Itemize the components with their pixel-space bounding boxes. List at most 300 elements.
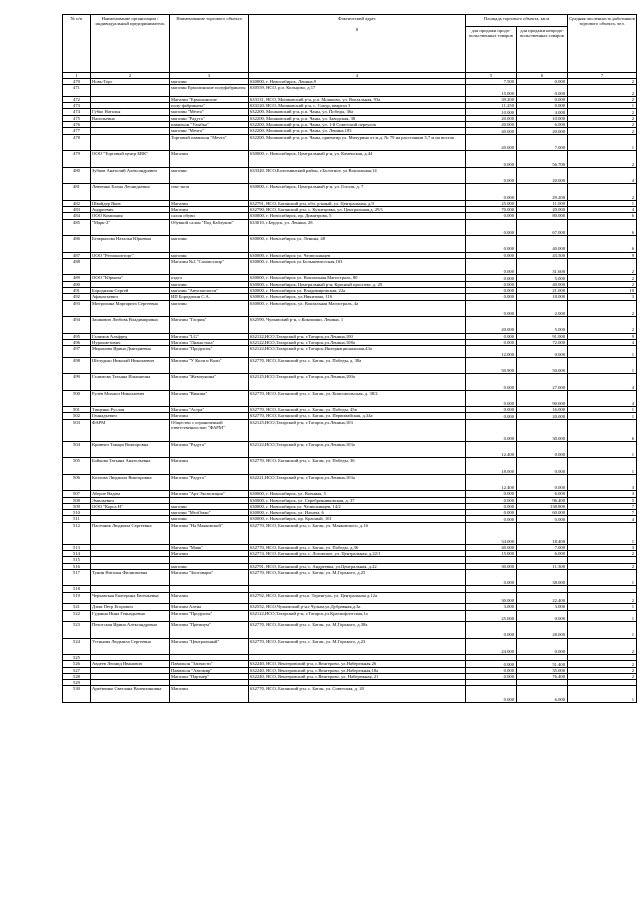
area-food: 0.000 [466,258,517,275]
table-row [63,317,637,334]
organization-name: "Марк-2" [91,219,170,236]
object-name: Магазин [170,592,249,604]
area-nonfood: 51.400 [517,661,568,667]
employee-count: 2 [568,638,637,655]
header-employees: Средняя численность работников торгового объекта, чел. [568,15,637,73]
row-number: 470 [63,79,91,85]
address: 632791, НСО, Баганский р-н, обл. р-нный, ул. Центральная, д.9 [249,200,466,206]
area-food: 12.000 [466,346,517,358]
area-nonfood: 0.000 [517,96,568,102]
object-name: магазин Ермолинские полуфабрикаты [170,85,249,97]
employee-count: 2 [568,122,637,128]
employee-count: 1 [568,407,637,413]
object-name: Магазин "Викома" [170,390,249,407]
area-nonfood: 11.000 [517,200,568,206]
area-food: 0.000 [466,661,517,667]
organization-name: Тищенко Руслан [91,407,170,413]
address: 632770, НСО, Баганский р-н, с. Баган, ул. Комсомольская, д. 38/2 [249,390,466,407]
area-food: 0.000 [466,413,517,419]
object-name: Магазин Алена [170,604,249,610]
object-name: магазин "Радуга" [170,115,249,121]
area-food: 15.000 [466,85,517,97]
object-name: Магазин "Радуга" [170,441,249,458]
organization-name: Левченко Елена Леонидьевна [91,184,170,201]
address: 632240, НСО, Венгеровский р-н, с.Венгерово, ул.Набережная,18а [249,667,466,673]
address: 632200, Мошковский р-н, р.п. Чаны, ориентир ул. Мичурина от ж.д. № 79 на расстоянии 5,7 м на восток [249,134,466,151]
address: 632791, НСО, Баганский р-н, с. Андреевка, ул.Центральная, д.22 [249,563,466,569]
row-number: 471 [63,85,91,97]
address: 633120, НСО, Мошковский р-н, с. Сокур, квартал 3 [249,103,466,109]
area-nonfood: 40.000 [517,236,568,253]
row-number: 500 [63,390,91,407]
area-nonfood: 21.000 [517,287,568,293]
area-nonfood: 0.000 [517,516,568,522]
row-number: 492 [63,294,91,300]
row-number: 521 [63,604,91,610]
area-food: 20.000 [466,134,517,151]
object-name: Магазин "Продукты" [170,610,249,622]
area-nonfood: 20.000 [517,128,568,134]
address: 630000, г. Новосибирск, Ленина,9 [249,79,466,85]
object-name: Магазин "Лиана тока" [170,339,249,345]
organization-name: Гуданна Нина Геннадьевна [91,610,170,622]
area-food: 12.400 [466,474,517,491]
employee-count: 1 [568,357,637,374]
organization-name: Авдеев Леонид Иванович [91,661,170,667]
row-number: 519 [63,592,91,604]
object-name: Магазин "Арт Экспозиция" [170,491,249,497]
object-name: Магазин [170,458,249,475]
row-number: 514 [63,551,91,557]
area-nonfood: 90.000 [517,390,568,407]
organization-name: Черкавская Екатерина Евгеньевна [91,592,170,604]
row-number: 472 [63,96,91,102]
area-food: 0.000 [466,339,517,345]
employee-count: 4 [568,339,637,345]
row-number: 512 [63,522,91,544]
organization-name: Устинова Людмила Сергеевна [91,638,170,655]
organization-name: Безкрылова Наталья Юрьевна [91,236,170,253]
employee-count: 2 [568,151,637,168]
employee-count: 1 [568,441,637,458]
table-row [63,184,637,201]
area-nonfood: 0.000 [517,458,568,475]
organization-name: Бородихин Сергей [91,287,170,293]
object-name: Магазин [170,551,249,557]
area-food: 0.000 [466,219,517,236]
row-number: 481 [63,184,91,201]
area-food: 0.000 [466,333,517,339]
area-nonfood: 38.000 [517,569,568,586]
row-number: 489 [63,275,91,281]
address: 632122,НСО,Татарский р-н, г.Татарск,Интернациональная,43а [249,346,466,358]
employee-count: 1 [568,103,637,109]
organization-name: Эмильевич [91,497,170,503]
object-name: магазин "Автозапчасти" [170,287,249,293]
row-number: 495 [63,333,91,339]
area-nonfood: 22.400 [517,592,568,604]
employee-count: 2 [568,563,637,569]
organization-name: Миронова Ирина Дмитриевна [91,346,170,358]
area-nonfood: 20.000 [517,167,568,184]
address: 630000, г. Новосибирск ул. Владимировская, 22а [249,287,466,293]
area-nonfood: 2.000 [517,300,568,317]
address: 630000, г. Новосибирск, пр. Димитрова, 5 [249,213,466,219]
column-number: 5 [466,73,517,79]
object-name: Магазин "Партнёр" [170,673,249,679]
object-name: Магазин "Астра" [170,407,249,413]
row-number: 503 [63,419,91,441]
address: 630559, НСО, р.п. Кольцово, д.17 [249,85,466,97]
area-food: 11.250 [466,103,517,109]
table-row [63,474,637,491]
area-nonfood: 72.000 [517,339,568,345]
address: 630000, г. Новосибирск ул. Вокзальная Магистраль, 80 [249,275,466,281]
address: 630000, г. Новосибирск, ул. Военная, 5 [249,491,466,497]
address: 633131, НСО, Мошковский р-н, р.п. Мошково, ул. Вокзальная, 93а [249,96,466,102]
object-name: магазин "МелОман" [170,510,249,516]
table-row [63,686,637,703]
organization-name: Геннадьевич [91,413,170,419]
row-number: 529 [63,680,91,686]
area-nonfood: 7.000 [517,134,568,151]
employee-count: 2 [568,184,637,201]
employee-count: 1 [568,413,637,419]
area-food: 10.000 [466,109,517,115]
column-number: 2 [91,73,170,79]
organization-name: Губко Наталья [91,109,170,115]
area-food: 20.000 [466,115,517,121]
employee-count: 1 [568,604,637,610]
area-food: 3.000 [466,604,517,610]
row-number: 474 [63,109,91,115]
object-name: магазин [170,563,249,569]
organization-name: Васильевна [91,115,170,121]
address: 630000, г. Новосибирск ул. Челюскинцев, 14/2 [249,503,466,509]
organization-name [91,258,170,275]
area-nonfood: 6.000 [517,686,568,703]
table-row [63,622,637,639]
area-food: 30.000 [466,592,517,604]
object-name: салон обуви [170,213,249,219]
area-food: 0.000 [466,374,517,391]
object-name: павильон "Улыбка" [170,122,249,128]
area-food: 0.000 [466,503,517,509]
address: 633340, НСО,Болотнинский район, г.Болотное, ул.Вокзальная,14 [249,167,466,184]
row-number: 486 [63,236,91,253]
area-food: 39.200 [466,96,517,102]
organization-name: Галимова Татьяна Ильинична [91,374,170,391]
area-food: 0.000 [466,252,517,258]
object-name: магазин "Мечта" [170,128,249,134]
area-nonfood: 20.000 [517,206,568,212]
table-row [63,219,637,236]
header-area: Площадь торгового объекта, кв.м [466,15,568,27]
object-name: отдел [170,275,249,281]
area-nonfood: 0.000 [517,79,568,85]
object-name: Магазин "Жемчужина" [170,374,249,391]
row-number: 527 [63,667,91,673]
document-page [62,14,636,703]
row-number: 502 [63,413,91,419]
row-number: 525 [63,655,91,661]
row-number: 496 [63,339,91,345]
employee-count: 2 [568,551,637,557]
column-number: 1 [63,73,91,79]
employee-count: 2 [568,115,637,121]
area-nonfood: 138.800 [517,503,568,509]
employee-count: 3 [568,544,637,550]
object-name: Магазин "LG" [170,333,249,339]
organization-name: Козлова Людмила Викторовна [91,474,170,491]
object-name: магазин [170,167,249,184]
row-number: 511 [63,516,91,522]
address: 632240, НСО, Венгеровский р-н, с.Венгерово, ул. Набережная, 21 [249,673,466,679]
employee-count: 2 [568,592,637,604]
row-number: 497 [63,346,91,358]
area-nonfood: 43.500 [517,252,568,258]
address: 630000, г. Новосибирск, ул. Вокзальная Магистраль, 4а [249,300,466,317]
employee-count: 7 [568,503,637,509]
organization-name: Андреевич [91,206,170,212]
area-nonfood: 5.000 [517,317,568,334]
area-food: 20.000 [466,122,517,128]
table-row [63,300,637,317]
area-nonfood: 16.000 [517,407,568,413]
table-row [63,419,637,441]
address: 632770, НСО, Баганский р-н, с. Баган, ул. М.Горького, д.23 [249,638,466,655]
address: 630000, г. Новосибирск ул. Ленина, 48 [249,236,466,253]
address: 632770, НСО, Баганский р-н, с. Баган, ул. Победы, д.36 [249,544,466,550]
row-number: 483 [63,206,91,212]
organization-name: Тунин Наталья Филипповна [91,569,170,586]
employee-count: 2 [568,109,637,115]
header-address [249,15,466,73]
object-name: Магазин [170,151,249,168]
area-nonfood: 96.400 [517,497,568,503]
area-nonfood: 18.000 [517,294,568,300]
area-food: 0.000 [466,151,517,168]
employee-count: 2 [568,673,637,679]
address: 632770, НСО, Баганский р-н, с. Баган, ул. М.Горького, д.38а [249,622,466,639]
employee-count: 2 [568,661,637,667]
area-food: 0.000 [466,516,517,522]
area-nonfood: 29.200 [517,184,568,201]
area-nonfood: 27.000 [517,374,568,391]
area-nonfood: 7.000 [517,544,568,550]
area-food: 0.000 [466,236,517,253]
address: 630000, г. Новосибирск ул.Большевистская,103 [249,258,466,275]
employee-count: 2 [568,128,637,134]
employee-count: 4 [568,516,637,522]
employee-count: 6 [568,419,637,441]
area-nonfood: 31.600 [517,258,568,275]
table-row [63,569,637,586]
address: 630000, г. Новосибирск ул. Челюскинцев [249,252,466,258]
area-nonfood: 0.000 [517,85,568,97]
employee-count: 3 [568,474,637,491]
table-row [63,638,637,655]
address: 632200, Мошковский р-н, р.п. Чаны, ул. Ленина,185 [249,128,466,134]
employee-count: 2 [568,300,637,317]
area-nonfood: 0.000 [517,610,568,622]
area-food: 20.000 [466,317,517,334]
area-nonfood: 60.000 [517,510,568,516]
object-name: магазин [170,79,249,85]
row-number: 493 [63,300,91,317]
address: 632200, Мошковский р-н, р.п. Чаны, ул. Заводская, 38 [249,115,466,121]
address: 632770, НСО, Баганский р-н, с. Баган, ул. Победы, д. 38а [249,357,466,374]
row-number: 487 [63,252,91,258]
header-num: № п/п [63,15,91,73]
object-name: магазин [170,503,249,509]
area-nonfood: 6.000 [517,491,568,497]
row-number: 518 [63,586,91,592]
area-food: 70.000 [466,206,517,212]
address: 632200, Мошковский р-н, р.п. Чаны, ул. Победы, 36а [249,109,466,115]
row-number: 524 [63,638,91,655]
header-area-nonfood: для продажи непродо- вольственных товаров [517,27,568,73]
object-name: Магазин [170,413,249,419]
employee-count: 9 [568,252,637,258]
organization-name: Пасечник Людмила Сергеевна [91,522,170,544]
row-number: 478 [63,134,91,151]
object-name: Магазин "Продукты" [170,346,249,358]
object-name: Магазин "На Маяковской" [170,522,249,544]
employee-count: 6 [568,213,637,219]
address: 632774, НСО, Баганский р-н, с. Лозовское, ул. Центральная, д.22/1 [249,551,466,557]
address: 630000, г. Новосибирск, Центральный р-н, ул. Гоголя, д. 7 [249,184,466,201]
address: 630000, г. Новосибирск, ул. Ильича, 6 [249,510,466,516]
organization-name: Дзим Петр Егорович [91,604,170,610]
table-row [63,134,637,151]
object-name: Торговый павильон "Мечта" [170,134,249,151]
table-row [63,85,637,97]
employee-count: 6 [568,236,637,253]
employee-count: 2 [568,96,637,102]
area-food: 0.000 [466,294,517,300]
area-food: 18.000 [466,458,517,475]
address: 630000, г. Новосибирск, Центральный р-н, Красный проспект, д. 29 [249,281,466,287]
employee-count: 3 [568,491,637,497]
area-nonfood: 80.000 [517,213,568,219]
area-nonfood: 0.000 [517,638,568,655]
employee-count: 1 [568,569,637,586]
address: 633010, г.Бердск, ул. Ленина, 28 [249,219,466,236]
object-name: секс-шоп [170,184,249,201]
row-number: 476 [63,122,91,128]
header-address-sub: 8 [355,27,359,33]
organization-name: Артёменко Светлана Валентиновна [91,686,170,703]
table-row [63,522,637,544]
table-row [63,390,637,407]
row-number: 510 [63,510,91,516]
organization-name: Нурахметович [91,339,170,345]
row-number: 475 [63,115,91,121]
area-food: 0.000 [466,686,517,703]
area-nonfood: 30.000 [517,419,568,441]
table-row [63,167,637,184]
area-food: 12.400 [466,441,517,458]
area-food: 0.000 [466,667,517,673]
row-number: 494 [63,317,91,334]
area-nonfood: 6.000 [517,122,568,128]
area-food: 40.000 [466,128,517,134]
object-name: Обувной салон "Под Каблуком" [170,219,249,236]
object-name: магазин [170,516,249,522]
row-number: 530 [63,686,91,703]
employee-count: 1 [568,458,637,475]
row-number: 504 [63,441,91,458]
organization-name [91,134,170,151]
area-nonfood: 6.000 [517,551,568,557]
address: 632770, НСО, Баганский р-н, с. Баган, ул. Советская, д. 20 [249,686,466,703]
organization-name: Зашкович Любовь Владимировна [91,317,170,334]
object-name: Магазин "Глория" [170,317,249,334]
area-food: 0.000 [466,491,517,497]
organization-name: Афанасьевич [91,294,170,300]
table-row [63,236,637,253]
table-row [63,357,637,374]
object-name: полу-фабрикаты" [170,103,249,109]
area-food: 0.000 [466,390,517,407]
employee-count: 1 [568,522,637,544]
organization-name: Шелудько Николай Николаевич [91,357,170,374]
row-number: 513 [63,544,91,550]
row-number: 508 [63,497,91,503]
area-food: 0.000 [466,213,517,219]
employee-count: 1 [568,346,637,358]
column-number: 3 [170,73,249,79]
row-number: 480 [63,167,91,184]
employee-count: 2 [568,281,637,287]
address: 632122,НСО,Татарский р-н, г.Татарск,ул.Краснофлотская,1а [249,610,466,622]
employee-count: 3 [568,294,637,300]
row-number: 515 [63,557,91,563]
object-name: Павильон "Автомир" [170,667,249,673]
employee-count: 1 [568,686,637,703]
employee-count: 6 [568,219,637,236]
object-name: Магазин "Ермолинские [170,96,249,102]
area-food: 0.000 [466,419,517,441]
header-address-label: Фактический адрес [338,16,376,21]
employee-count: 4 [568,374,637,391]
organization-name: ФАРМ [91,419,170,441]
object-name: Магазин "Маяк" [170,544,249,550]
row-number: 523 [63,622,91,639]
area-nonfood: 0.000 [517,441,568,458]
address: 630000, г. Новосибирск, ул.Никитина, 116 [249,294,466,300]
object-name: магазин [170,236,249,253]
area-nonfood: 10.000 [517,115,568,121]
organization-name [91,85,170,97]
address: 632125,НСО,Татарский р-н, г.Татарск,ул.Ленина,103 [249,419,466,441]
area-food: 34.000 [466,522,517,544]
area-nonfood: 76.400 [517,673,568,679]
address: 632792, НСО, Баганский р-н,п. Теренгуль, ул. Центральная д.12а [249,592,466,604]
organization-name: Аберле Вадим [91,491,170,497]
employee-count: 7 [568,510,637,516]
row-number: 490 [63,281,91,287]
address: 632552, НСО,Чулымский р-н,г.Чулым,ул.Дубравная,д.3а [249,604,466,610]
area-nonfood: 67.000 [517,219,568,236]
employee-count: 10 [568,287,637,293]
area-food: 0.000 [466,275,517,281]
address: 632770, НСО, Баганский р-н, с. Баган, ул. Победы, 36 [249,458,466,475]
object-name: магазин [170,281,249,287]
employee-count: 5 [568,497,637,503]
table-row [63,151,637,168]
